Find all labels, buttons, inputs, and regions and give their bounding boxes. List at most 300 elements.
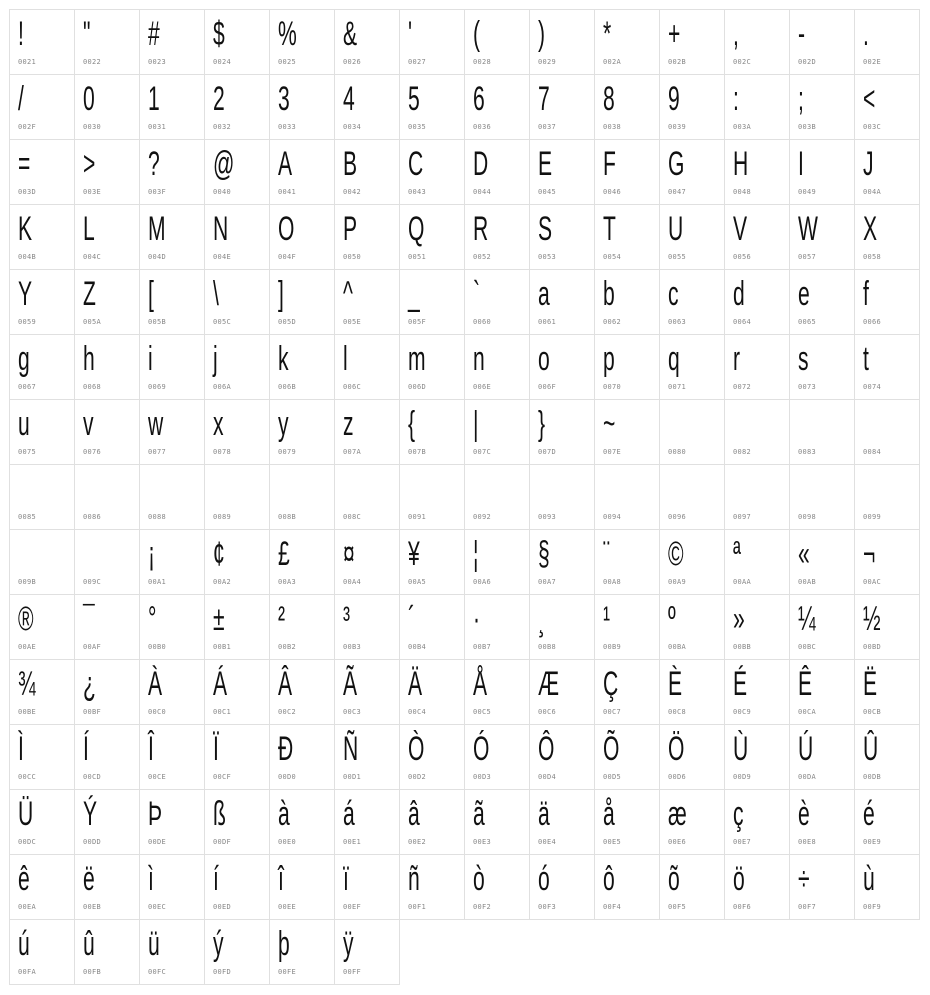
glyph-code: 0022 — [83, 58, 102, 66]
glyph-cell[interactable] — [204, 594, 270, 660]
glyph-cell[interactable] — [74, 74, 140, 140]
glyph-char: å — [603, 795, 615, 833]
glyph-char: 7 — [538, 80, 550, 118]
glyph-cell[interactable] — [529, 789, 595, 855]
glyph-cell[interactable] — [204, 854, 270, 920]
glyph-cell[interactable] — [139, 529, 205, 595]
glyph-cell[interactable] — [204, 919, 270, 985]
glyph-cell[interactable] — [854, 399, 920, 465]
glyph-code: 00C7 — [603, 708, 622, 716]
glyph-cell[interactable] — [724, 854, 790, 920]
glyph-code: 0092 — [473, 513, 492, 521]
glyph-cell[interactable] — [529, 269, 595, 335]
glyph-cell[interactable] — [464, 854, 530, 920]
glyph-cell[interactable] — [204, 464, 270, 530]
glyph-char: r — [733, 340, 741, 378]
glyph-code: 00BE — [18, 708, 37, 716]
glyph-code: 00F7 — [798, 903, 817, 911]
glyph-char: ó — [538, 860, 550, 898]
glyph-cell[interactable] — [789, 204, 855, 270]
glyph-cell[interactable] — [464, 464, 530, 530]
glyph-char: í — [213, 860, 219, 898]
glyph-cell[interactable] — [9, 659, 75, 725]
glyph-cell[interactable] — [204, 204, 270, 270]
glyph-cell[interactable] — [789, 269, 855, 335]
glyph-cell[interactable] — [464, 334, 530, 400]
glyph-cell[interactable] — [334, 919, 400, 985]
glyph-cell[interactable] — [334, 334, 400, 400]
glyph-code: 007B — [408, 448, 427, 456]
glyph-cell[interactable] — [789, 659, 855, 725]
glyph-cell[interactable] — [269, 399, 335, 465]
glyph-cell[interactable] — [399, 139, 465, 205]
glyph-cell[interactable] — [724, 399, 790, 465]
glyph-cell[interactable] — [659, 9, 725, 75]
glyph-cell[interactable] — [204, 139, 270, 205]
glyph-cell[interactable] — [594, 724, 660, 790]
glyph-cell[interactable] — [594, 399, 660, 465]
glyph-cell[interactable] — [74, 334, 140, 400]
glyph-cell[interactable] — [399, 464, 465, 530]
glyph-cell[interactable] — [529, 464, 595, 530]
glyph-char: * — [603, 15, 612, 53]
glyph-cell[interactable] — [789, 464, 855, 530]
glyph-cell[interactable] — [659, 74, 725, 140]
glyph-cell[interactable] — [529, 399, 595, 465]
glyph-cell[interactable] — [9, 724, 75, 790]
glyph-cell[interactable] — [74, 464, 140, 530]
glyph-cell[interactable] — [9, 9, 75, 75]
glyph-cell[interactable] — [204, 9, 270, 75]
glyph-cell[interactable] — [74, 594, 140, 660]
glyph-cell[interactable] — [529, 594, 595, 660]
glyph-char: . — [863, 15, 869, 53]
glyph-code: 002F — [18, 123, 37, 131]
glyph-cell[interactable] — [334, 269, 400, 335]
glyph-code: 00C4 — [408, 708, 427, 716]
glyph-cell[interactable] — [139, 789, 205, 855]
glyph-cell[interactable] — [789, 74, 855, 140]
glyph-char: £ — [278, 535, 290, 573]
glyph-code: 0099 — [863, 513, 882, 521]
glyph-code: 00FF — [343, 968, 362, 976]
glyph-char: P — [343, 210, 358, 248]
glyph-cell[interactable] — [399, 854, 465, 920]
glyph-cell[interactable] — [659, 399, 725, 465]
glyph-cell[interactable] — [854, 204, 920, 270]
glyph-code: 005D — [278, 318, 297, 326]
glyph-cell[interactable] — [74, 659, 140, 725]
glyph-cell[interactable] — [464, 724, 530, 790]
glyph-cell[interactable] — [854, 594, 920, 660]
glyph-code: 00E6 — [668, 838, 687, 846]
glyph-char: Ö — [668, 730, 685, 768]
glyph-cell[interactable] — [659, 269, 725, 335]
glyph-cell[interactable] — [529, 204, 595, 270]
glyph-cell[interactable] — [724, 74, 790, 140]
glyph-char: _ — [408, 275, 420, 313]
glyph-cell[interactable] — [74, 789, 140, 855]
glyph-cell[interactable] — [204, 789, 270, 855]
glyph-cell[interactable] — [789, 594, 855, 660]
glyph-cell[interactable] — [204, 399, 270, 465]
glyph-cell[interactable] — [854, 529, 920, 595]
glyph-code: 0064 — [733, 318, 752, 326]
glyph-cell[interactable] — [659, 334, 725, 400]
glyph-char: ä — [538, 795, 550, 833]
glyph-cell[interactable] — [399, 659, 465, 725]
glyph-cell[interactable] — [724, 529, 790, 595]
glyph-char: ' — [408, 15, 413, 53]
glyph-cell[interactable] — [399, 594, 465, 660]
glyph-code: 00EA — [18, 903, 37, 911]
glyph-char: æ — [668, 795, 687, 833]
glyph-code: 0026 — [343, 58, 362, 66]
glyph-char: C — [408, 145, 424, 183]
glyph-char: ? — [148, 145, 160, 183]
glyph-cell[interactable] — [334, 204, 400, 270]
glyph-cell[interactable] — [9, 399, 75, 465]
glyph-cell[interactable] — [334, 724, 400, 790]
glyph-char: â — [408, 795, 420, 833]
glyph-cell[interactable] — [594, 529, 660, 595]
glyph-cell[interactable] — [854, 464, 920, 530]
glyph-cell[interactable] — [854, 74, 920, 140]
glyph-cell[interactable] — [594, 269, 660, 335]
glyph-char: ´ — [408, 600, 416, 638]
glyph-char: ý — [213, 925, 224, 963]
glyph-cell[interactable] — [399, 269, 465, 335]
glyph-code: 0040 — [213, 188, 232, 196]
glyph-cell[interactable] — [139, 9, 205, 75]
glyph-cell[interactable] — [724, 464, 790, 530]
glyph-char: ì — [148, 860, 154, 898]
glyph-code: 0065 — [798, 318, 817, 326]
glyph-cell[interactable] — [269, 464, 335, 530]
glyph-cell[interactable] — [464, 74, 530, 140]
glyph-cell[interactable] — [9, 139, 75, 205]
glyph-cell[interactable] — [9, 74, 75, 140]
glyph-cell[interactable] — [594, 334, 660, 400]
glyph-code: 00D4 — [538, 773, 557, 781]
glyph-code: 0035 — [408, 123, 427, 131]
glyph-char: > — [83, 145, 96, 183]
glyph-cell[interactable] — [464, 269, 530, 335]
glyph-cell[interactable] — [204, 334, 270, 400]
glyph-cell[interactable] — [269, 854, 335, 920]
glyph-cell[interactable] — [269, 529, 335, 595]
glyph-code: 00DA — [798, 773, 817, 781]
glyph-cell[interactable] — [594, 659, 660, 725]
glyph-char: H — [733, 145, 749, 183]
glyph-cell[interactable] — [399, 789, 465, 855]
glyph-cell[interactable] — [399, 9, 465, 75]
glyph-cell[interactable] — [139, 919, 205, 985]
glyph-cell[interactable] — [464, 204, 530, 270]
glyph-cell[interactable] — [139, 334, 205, 400]
glyph-cell[interactable] — [139, 464, 205, 530]
glyph-cell[interactable] — [789, 724, 855, 790]
glyph-char: Á — [213, 665, 228, 703]
glyph-cell[interactable] — [594, 139, 660, 205]
glyph-cell[interactable] — [139, 74, 205, 140]
glyph-cell[interactable] — [724, 789, 790, 855]
glyph-code: 0024 — [213, 58, 232, 66]
glyph-cell[interactable] — [529, 529, 595, 595]
glyph-char: ô — [603, 860, 615, 898]
glyph-code: 0039 — [668, 123, 687, 131]
glyph-cell[interactable] — [789, 399, 855, 465]
glyph-cell[interactable] — [269, 724, 335, 790]
glyph-char: Õ — [603, 730, 620, 768]
glyph-cell[interactable] — [269, 334, 335, 400]
glyph-cell[interactable] — [269, 919, 335, 985]
glyph-cell[interactable] — [724, 139, 790, 205]
glyph-cell[interactable] — [724, 659, 790, 725]
glyph-code: 0051 — [408, 253, 427, 261]
glyph-cell[interactable] — [9, 919, 75, 985]
glyph-code: 002B — [668, 58, 687, 66]
glyph-cell[interactable] — [399, 204, 465, 270]
glyph-cell[interactable] — [529, 659, 595, 725]
glyph-code: 005C — [213, 318, 232, 326]
glyph-cell[interactable] — [594, 464, 660, 530]
glyph-char: 4 — [343, 80, 355, 118]
glyph-code: 002C — [733, 58, 752, 66]
glyph-cell[interactable] — [9, 334, 75, 400]
glyph-code: 00B3 — [343, 643, 362, 651]
glyph-cell[interactable] — [139, 399, 205, 465]
glyph-char: ³ — [343, 600, 351, 638]
glyph-cell[interactable] — [9, 529, 75, 595]
glyph-cell[interactable] — [464, 9, 530, 75]
glyph-cell[interactable] — [139, 724, 205, 790]
glyph-char: a — [538, 275, 550, 313]
glyph-cell[interactable] — [334, 789, 400, 855]
glyph-code: 00DF — [213, 838, 232, 846]
glyph-code: 007A — [343, 448, 362, 456]
glyph-cell[interactable] — [74, 204, 140, 270]
glyph-cell[interactable] — [399, 724, 465, 790]
glyph-cell[interactable] — [854, 854, 920, 920]
glyph-cell[interactable] — [789, 854, 855, 920]
glyph-code: 0052 — [473, 253, 492, 261]
glyph-cell[interactable] — [399, 334, 465, 400]
glyph-cell[interactable] — [464, 594, 530, 660]
glyph-cell[interactable] — [789, 789, 855, 855]
glyph-cell[interactable] — [594, 594, 660, 660]
glyph-cell[interactable] — [594, 74, 660, 140]
glyph-cell[interactable] — [9, 204, 75, 270]
glyph-code: 0021 — [18, 58, 37, 66]
glyph-char: 9 — [668, 80, 680, 118]
glyph-cell[interactable] — [334, 854, 400, 920]
glyph-code: 0046 — [603, 188, 622, 196]
glyph-cell[interactable] — [659, 724, 725, 790]
glyph-code: 00A4 — [343, 578, 362, 586]
glyph-cell[interactable] — [854, 9, 920, 75]
glyph-cell[interactable] — [659, 594, 725, 660]
glyph-cell[interactable] — [204, 659, 270, 725]
glyph-code: 006A — [213, 383, 232, 391]
glyph-cell[interactable] — [464, 139, 530, 205]
glyph-cell[interactable] — [659, 529, 725, 595]
glyph-cell[interactable] — [594, 789, 660, 855]
glyph-cell[interactable] — [139, 854, 205, 920]
glyph-cell[interactable] — [204, 529, 270, 595]
glyph-cell[interactable] — [529, 139, 595, 205]
glyph-cell[interactable] — [204, 724, 270, 790]
glyph-char: Ä — [408, 665, 423, 703]
glyph-cell[interactable] — [269, 594, 335, 660]
glyph-cell[interactable] — [659, 204, 725, 270]
glyph-code: 00CB — [863, 708, 882, 716]
glyph-code: 003A — [733, 123, 752, 131]
glyph-code: 00B4 — [408, 643, 427, 651]
glyph-cell[interactable] — [724, 269, 790, 335]
glyph-cell[interactable] — [659, 139, 725, 205]
glyph-cell[interactable] — [74, 399, 140, 465]
glyph-cell[interactable] — [529, 854, 595, 920]
glyph-code: 00B2 — [278, 643, 297, 651]
glyph-code: 00BC — [798, 643, 817, 651]
glyph-cell[interactable] — [204, 269, 270, 335]
glyph-cell[interactable] — [724, 204, 790, 270]
glyph-cell[interactable] — [854, 659, 920, 725]
glyph-cell[interactable] — [334, 594, 400, 660]
glyph-cell[interactable] — [269, 659, 335, 725]
glyph-cell[interactable] — [334, 659, 400, 725]
glyph-cell[interactable] — [594, 204, 660, 270]
glyph-cell[interactable] — [724, 594, 790, 660]
glyph-char: 3 — [278, 80, 290, 118]
glyph-cell[interactable] — [269, 9, 335, 75]
glyph-char: Å — [473, 665, 488, 703]
glyph-cell[interactable] — [789, 529, 855, 595]
glyph-cell[interactable] — [269, 789, 335, 855]
glyph-cell[interactable] — [529, 9, 595, 75]
glyph-cell[interactable] — [74, 724, 140, 790]
glyph-cell[interactable] — [74, 529, 140, 595]
glyph-cell[interactable] — [659, 854, 725, 920]
glyph-code: 005F — [408, 318, 427, 326]
glyph-char: b — [603, 275, 615, 313]
glyph-cell[interactable] — [334, 139, 400, 205]
glyph-code: 00BD — [863, 643, 882, 651]
glyph-code: 00DE — [148, 838, 167, 846]
glyph-code: 005B — [148, 318, 167, 326]
glyph-cell[interactable] — [594, 9, 660, 75]
glyph-cell[interactable] — [74, 919, 140, 985]
glyph-cell[interactable] — [74, 9, 140, 75]
glyph-char: } — [538, 405, 546, 443]
glyph-char: L — [83, 210, 95, 248]
glyph-cell[interactable] — [594, 854, 660, 920]
glyph-cell[interactable] — [464, 789, 530, 855]
glyph-cell[interactable] — [659, 789, 725, 855]
glyph-char: ë — [83, 860, 95, 898]
glyph-code: 0076 — [83, 448, 102, 456]
glyph-cell[interactable] — [334, 9, 400, 75]
glyph-code: 00F6 — [733, 903, 752, 911]
glyph-cell[interactable] — [334, 464, 400, 530]
glyph-cell[interactable] — [334, 529, 400, 595]
glyph-cell[interactable] — [334, 399, 400, 465]
glyph-code: 0068 — [83, 383, 102, 391]
glyph-cell[interactable] — [74, 139, 140, 205]
glyph-code: 006D — [408, 383, 427, 391]
glyph-cell[interactable] — [9, 789, 75, 855]
glyph-cell[interactable] — [854, 139, 920, 205]
glyph-cell[interactable] — [139, 594, 205, 660]
glyph-cell[interactable] — [9, 464, 75, 530]
glyph-code: 0074 — [863, 383, 882, 391]
glyph-cell[interactable] — [139, 204, 205, 270]
glyph-cell[interactable] — [139, 659, 205, 725]
glyph-cell[interactable] — [9, 594, 75, 660]
glyph-cell[interactable] — [464, 659, 530, 725]
glyph-cell[interactable] — [724, 724, 790, 790]
glyph-code: 00FC — [148, 968, 167, 976]
glyph-cell[interactable] — [529, 724, 595, 790]
glyph-char: y — [278, 405, 289, 443]
glyph-code: 00A1 — [148, 578, 167, 586]
glyph-cell[interactable] — [854, 269, 920, 335]
glyph-cell[interactable] — [399, 74, 465, 140]
glyph-cell[interactable] — [789, 334, 855, 400]
glyph-cell[interactable] — [269, 139, 335, 205]
glyph-cell[interactable] — [269, 269, 335, 335]
glyph-cell[interactable] — [269, 74, 335, 140]
glyph-cell[interactable] — [724, 334, 790, 400]
glyph-cell[interactable] — [9, 854, 75, 920]
glyph-code: 00FA — [18, 968, 37, 976]
glyph-cell[interactable] — [334, 74, 400, 140]
glyph-cell[interactable] — [659, 659, 725, 725]
glyph-code: 005A — [83, 318, 102, 326]
glyph-char: ¼ — [798, 600, 816, 638]
glyph-code: 005E — [343, 318, 362, 326]
glyph-char: Í — [83, 730, 89, 768]
glyph-cell[interactable] — [529, 74, 595, 140]
glyph-cell[interactable] — [139, 269, 205, 335]
glyph-cell[interactable] — [269, 204, 335, 270]
glyph-cell[interactable] — [659, 464, 725, 530]
glyph-cell[interactable] — [399, 399, 465, 465]
glyph-cell[interactable] — [74, 854, 140, 920]
glyph-cell[interactable] — [204, 74, 270, 140]
glyph-cell[interactable] — [854, 724, 920, 790]
glyph-cell[interactable] — [139, 139, 205, 205]
glyph-code: 00CD — [83, 773, 102, 781]
glyph-cell[interactable] — [854, 789, 920, 855]
glyph-code: 00F2 — [473, 903, 492, 911]
glyph-char: ® — [18, 600, 34, 638]
glyph-cell[interactable] — [789, 9, 855, 75]
glyph-cell[interactable] — [74, 269, 140, 335]
glyph-code: 00AB — [798, 578, 817, 586]
glyph-cell[interactable] — [854, 334, 920, 400]
glyph-cell[interactable] — [529, 334, 595, 400]
glyph-cell[interactable] — [9, 269, 75, 335]
glyph-cell[interactable] — [789, 139, 855, 205]
glyph-cell[interactable] — [724, 9, 790, 75]
glyph-char: © — [668, 535, 684, 573]
glyph-char: è — [798, 795, 810, 833]
glyph-cell[interactable] — [464, 399, 530, 465]
glyph-cell[interactable] — [399, 529, 465, 595]
glyph-cell[interactable] — [464, 529, 530, 595]
